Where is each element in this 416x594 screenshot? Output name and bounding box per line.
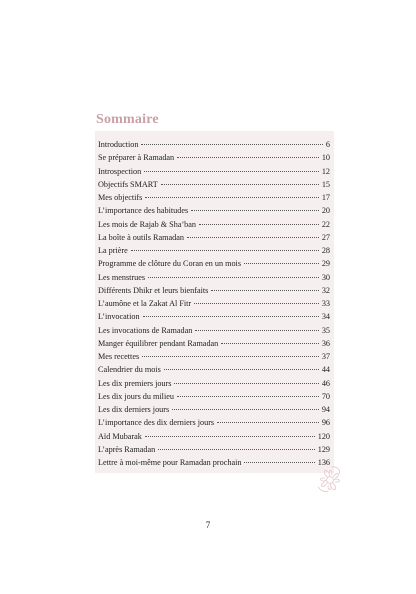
toc-leader-dots — [145, 436, 315, 437]
toc-entry-page: 136 — [317, 458, 330, 467]
toc-entry-page: 10 — [321, 153, 330, 163]
toc-entry-page: 36 — [321, 338, 330, 348]
toc-leader-dots — [144, 171, 319, 172]
toc-leader-dots — [194, 303, 319, 304]
toc-entry-page: 37 — [321, 352, 330, 361]
toc-entry-page: 20 — [321, 206, 330, 216]
toc-leader-dots — [164, 369, 319, 370]
toc-entry — [98, 350, 330, 363]
toc-entry-page: 44 — [321, 365, 330, 375]
toc-entry-page: 120 — [317, 431, 330, 441]
toc-entry-page: 30 — [321, 272, 330, 282]
toc-entry — [98, 257, 330, 270]
toc-entry-page: 17 — [321, 193, 330, 202]
toc-entry — [98, 443, 330, 456]
toc-leader-dots — [177, 396, 319, 397]
toc-entry-page: 28 — [321, 246, 330, 255]
toc-entry-title: Les dix jours du milieu — [98, 391, 174, 401]
toc-leader-dots — [145, 197, 318, 198]
toc-entry-page: 129 — [317, 444, 330, 454]
toc-entry — [98, 284, 330, 297]
toc-entry-title: Les menstrues — [98, 272, 146, 282]
toc-leader-dots — [172, 409, 319, 410]
toc-entry-title: Calendrier du mois — [98, 365, 161, 375]
toc-leader-dots — [143, 316, 319, 317]
toc-entry-title: Programme de clôture du Coran en un mois — [98, 259, 242, 269]
flower-icon — [313, 463, 347, 497]
toc-leader-dots — [211, 290, 318, 291]
toc-leader-dots — [191, 210, 319, 211]
toc-entry-page: 32 — [321, 285, 330, 295]
toc-entry-title: Les dix derniers jours — [98, 405, 170, 414]
toc-entry-page: 27 — [321, 232, 330, 242]
toc-entry — [98, 218, 330, 231]
toc-entry — [98, 178, 330, 191]
toc-entry-page: 6 — [325, 140, 330, 149]
toc-entry-page: 94 — [321, 405, 330, 414]
toc-entry — [98, 297, 330, 310]
toc-entry — [98, 310, 330, 323]
toc-entry-page: 35 — [321, 325, 330, 335]
page-number: 7 — [205, 520, 211, 530]
toc-entry-title: Objectifs SMART — [98, 179, 158, 189]
toc-entry-title: Les invocations de Ramadan — [98, 325, 193, 335]
toc-entry-title: La boîte à outils Ramadan — [98, 232, 184, 242]
toc-entry-title: Se préparer à Ramadan — [98, 153, 175, 163]
toc-entry — [98, 191, 330, 204]
toc-entry-page: 12 — [321, 166, 330, 176]
toc-leader-dots — [158, 449, 315, 450]
toc-entry-page: 15 — [321, 179, 330, 189]
toc-leader-dots — [244, 462, 314, 463]
toc-panel — [95, 131, 334, 473]
toc-entry-page: 29 — [321, 259, 330, 269]
toc-entry — [98, 430, 330, 443]
toc-entry-title: Les dix premiers jours — [98, 378, 172, 388]
toc-list — [95, 138, 334, 469]
toc-entry-title: Mes recettes — [98, 352, 140, 361]
page-title: Sommaire — [96, 112, 159, 127]
toc-entry-title: Les mois de Rajab & Sha’ban — [98, 219, 197, 229]
toc-entry — [98, 165, 330, 178]
toc-entry — [98, 456, 330, 469]
toc-entry — [98, 403, 330, 416]
toc-entry — [98, 151, 330, 164]
toc-entry — [98, 244, 330, 257]
toc-entry — [98, 324, 330, 337]
toc-entry — [98, 337, 330, 350]
toc-entry — [98, 204, 330, 217]
toc-entry-title: L’après Ramadan — [98, 444, 156, 454]
toc-leader-dots — [199, 224, 319, 225]
toc-entry — [98, 416, 330, 429]
toc-leader-dots — [131, 250, 319, 251]
toc-entry-title: L’importance des dix derniers jours — [98, 418, 215, 428]
toc-entry — [98, 377, 330, 390]
toc-entry-title: Introspection — [98, 166, 142, 176]
toc-entry-title: Mes objectifs — [98, 193, 143, 202]
toc-entry-page: 33 — [321, 299, 330, 308]
toc-entry-title: La prière — [98, 246, 128, 255]
toc-entry-page: 96 — [321, 418, 330, 428]
toc-entry-title: Lettre à moi-même pour Ramadan prochain — [98, 458, 242, 467]
toc-entry-page: 22 — [321, 219, 330, 229]
toc-leader-dots — [174, 383, 318, 384]
toc-entry-title: Différents Dhikr et leurs bienfaits — [98, 285, 209, 295]
toc-entry-page: 34 — [321, 312, 330, 322]
toc-leader-dots — [148, 277, 319, 278]
toc-entry-title: L’aumône et la Zakat Al Fitr — [98, 299, 192, 308]
toc-entry-title: L’invocation — [98, 312, 140, 322]
toc-entry-title: Introduction — [98, 140, 139, 149]
toc-entry-page: 70 — [321, 391, 330, 401]
toc-leader-dots — [177, 157, 319, 158]
toc-leader-dots — [141, 144, 322, 145]
toc-leader-dots — [195, 330, 318, 331]
toc-entry — [98, 363, 330, 376]
toc-entry — [98, 231, 330, 244]
toc-entry-title: Manger équilibrer pendant Ramadan — [98, 338, 219, 348]
toc-entry-page: 46 — [321, 378, 330, 388]
toc-leader-dots — [142, 356, 319, 357]
toc-entry — [98, 390, 330, 403]
toc-leader-dots — [244, 263, 319, 264]
toc-entry-title: Aïd Mubarak — [98, 431, 142, 441]
toc-entry — [98, 271, 330, 284]
toc-leader-dots — [161, 184, 319, 185]
toc-leader-dots — [221, 343, 319, 344]
toc-entry — [98, 138, 330, 151]
toc-entry-title: L’importance des habitudes — [98, 206, 189, 216]
toc-leader-dots — [187, 237, 319, 238]
toc-leader-dots — [217, 422, 319, 423]
